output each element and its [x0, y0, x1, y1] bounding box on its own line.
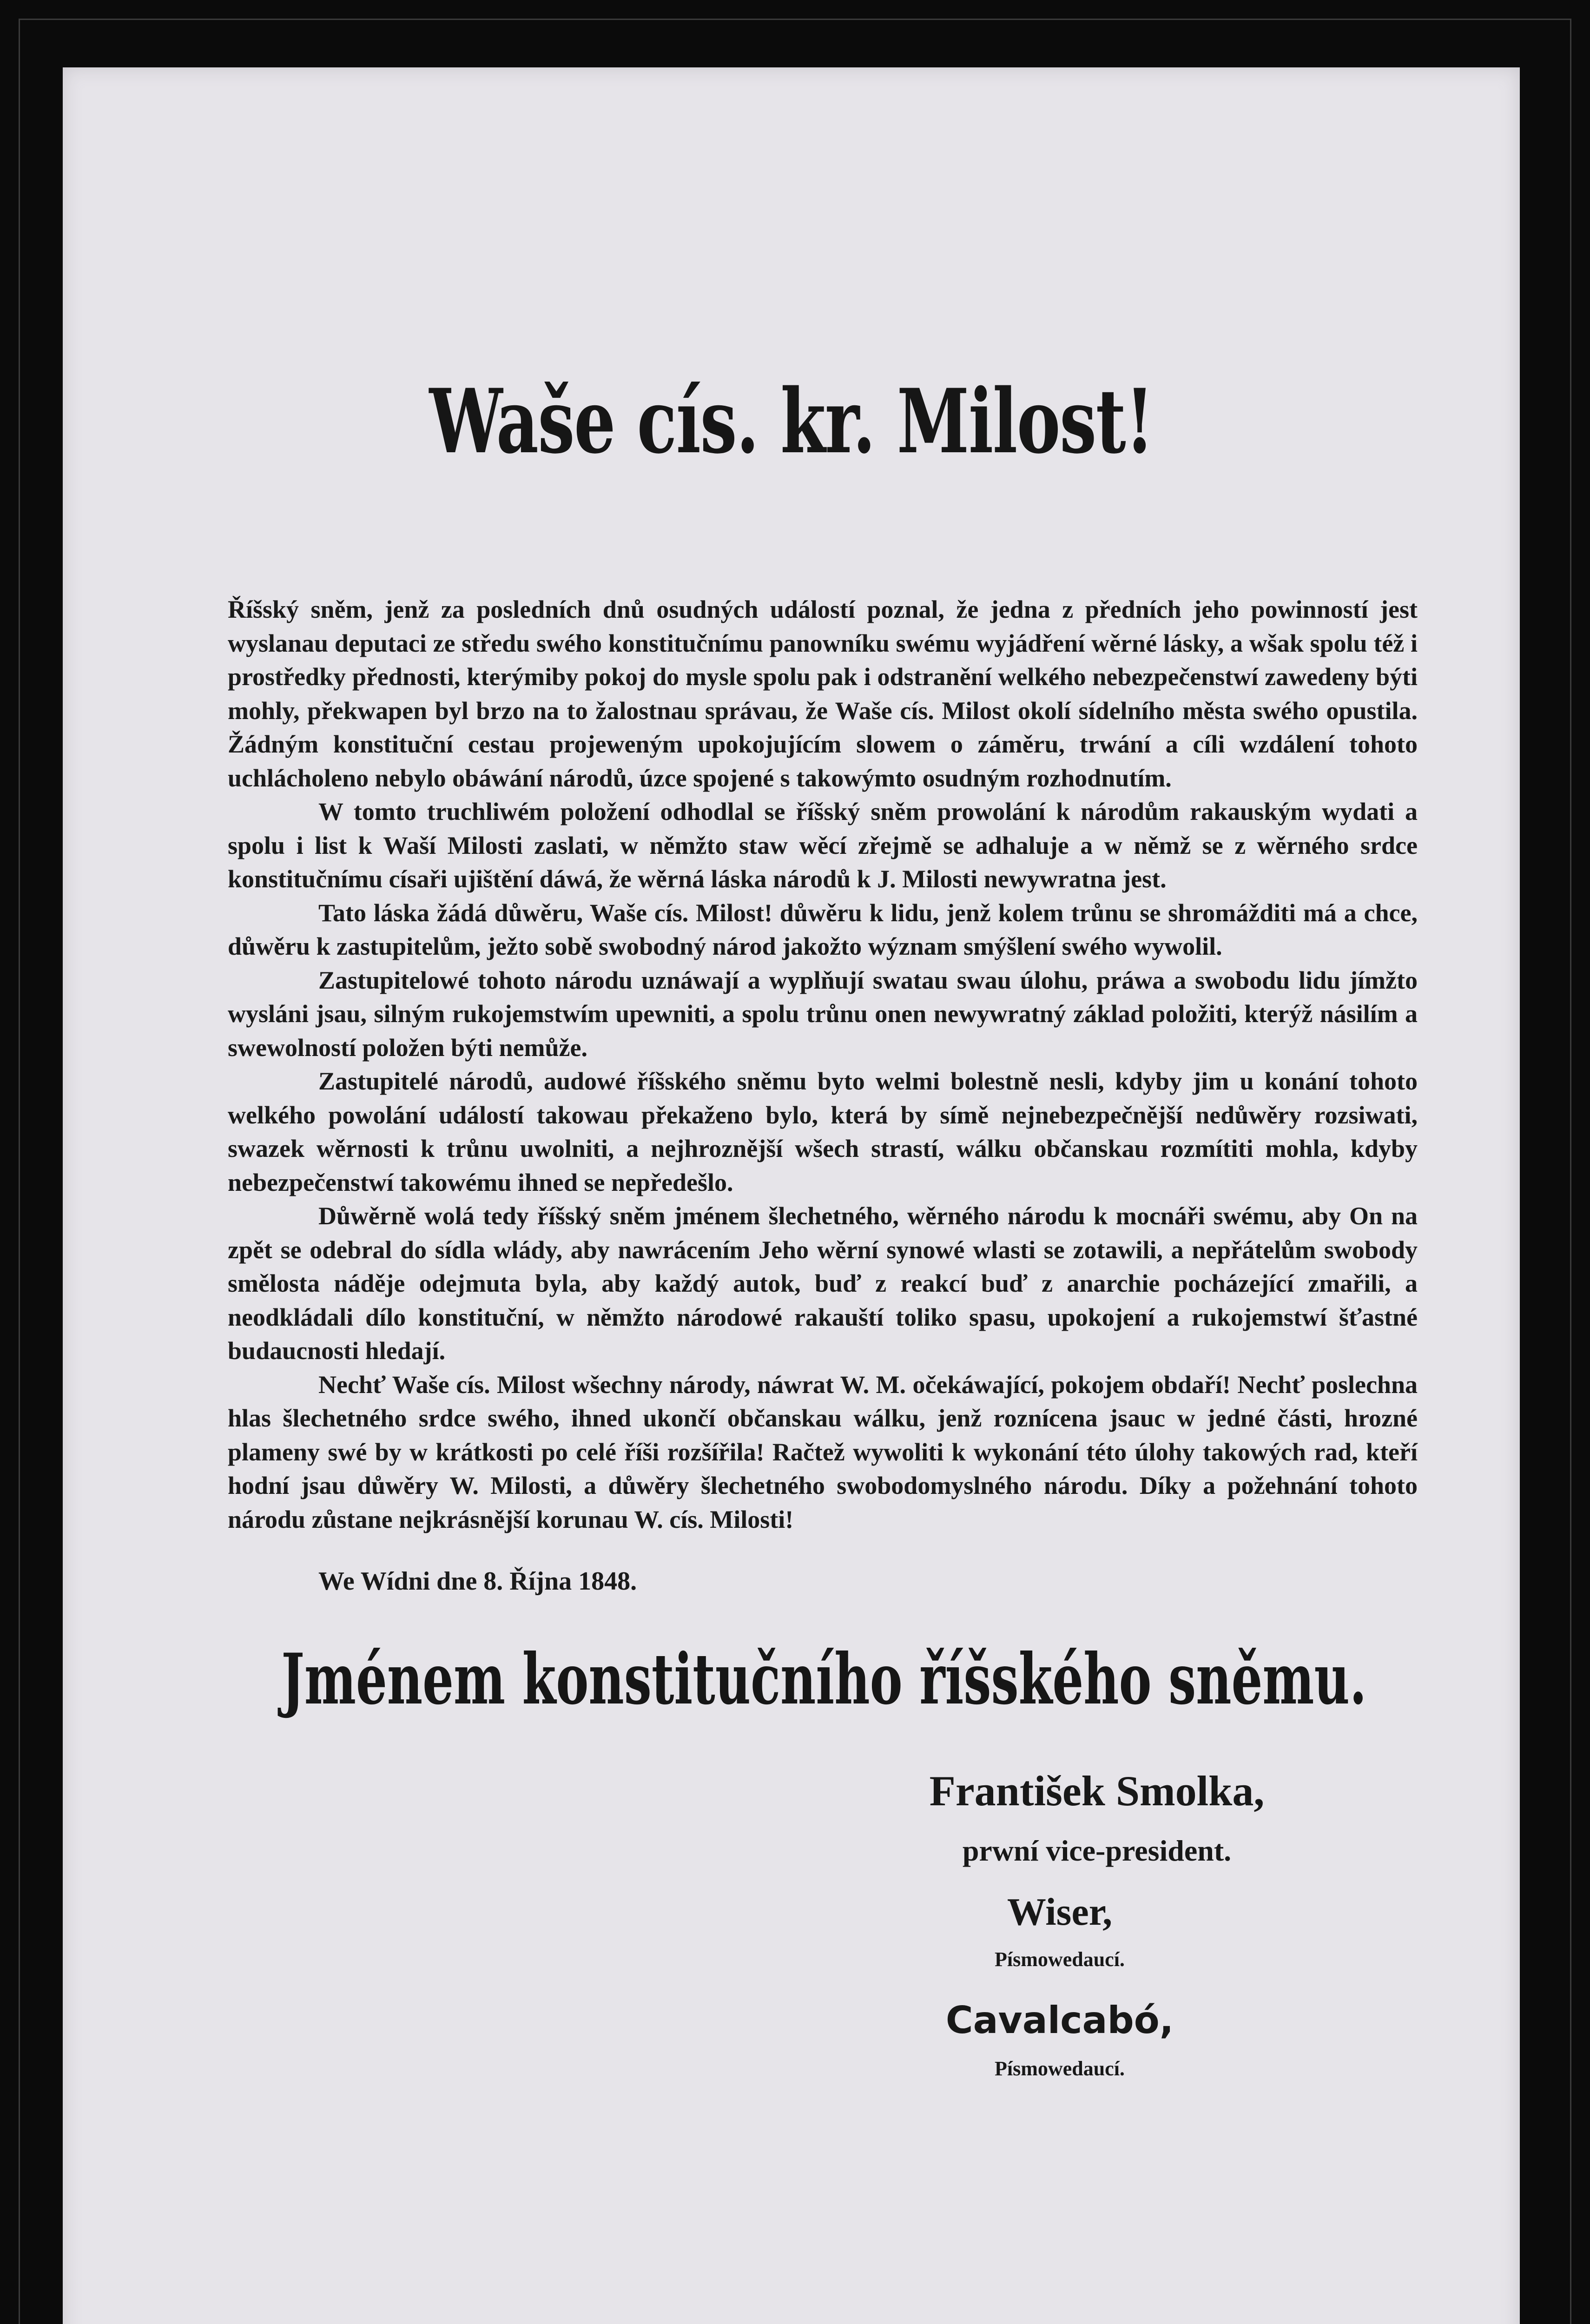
signatory-role-3: Písmowedaucí. — [995, 2057, 1125, 2080]
paragraph-6: Důwěrně wolá tedy říšský sněm jménem šlechetného, wěrného národu k mocnáři swému, aby On na zpět se odebral do sídla wlády, aby nawrácením Jeho wěrní synowé wlasti se zotawili, a nepřátelům swobody smělosta náděje odejmuta byla, aby každý autok, buď z reakcí buď z anarchie pocházející zmařili, a neodkládali dílo konstituční, w němžto národowé rakauští toliko spasu, upokojení a rukojemstwí šťastné budaucnosti hledají. — [228, 1202, 1418, 1365]
document-body — [228, 593, 1418, 1536]
signatory-role-1: prwní vice-president. — [962, 1834, 1232, 1867]
paragraph-7: Nechť Waše cís. Milost wšechny národy, náwrat W. M. očekáwající, pokojem obdaří! Nechť poslechna hlas šlechetného srdce swého, ihned ukončí občanskau wálku, jenž roznícena jsauc w jedné části, hrozné plameny swé by w krátkosti po celé říši rozšířila! Račtež wywoliti k wykonání této úlohy takowých rad, kteří hodní jsau důwěry W. Milosti, a důwěry šlechetného swobodomyslného národu. Díky a požehnání tohoto národu zůstane nejkrásnější korunau W. cís. Milosti! — [228, 1370, 1418, 1533]
paragraph-4: Zastupitelowé tohoto národu uznáwají a wyplňují swatau swau úlohu, práwa a swobodu lidu jímžto wysláni jsau, silným rukojemstwím upewniti, a spolu trůnu onen newywratný základ položiti, kterýž násilím a swewolností položen býti nemůže. — [228, 966, 1418, 1062]
document-title: Waše cís. kr. Milost! — [429, 370, 1154, 473]
paragraph-5: Zastupitelé národů, audowé říšského sněmu byto welmi bolestně nesli, kdyby jim u konání tohoto welkého powolání událostí takowau překaženo bylo, která by símě nejnebezpečnější nedůwěry rozsiwati, swazek wěrnosti k trůnu uwolniti, a nejhroznější wšech strastí, wálku občanskau rozmítiti mohla, kdyby nebezpečenstwí takowému ihned se nepředešlo. — [228, 1067, 1418, 1196]
signatory-name-3: Cavalcabó, — [945, 1999, 1174, 2042]
paragraph-1: Říšský sněm, jenž za posledních dnů osudných událostí poznal, že jedna z předních jeho powinností jest wyslanau deputaci ze středu swého konstitučnímu panowníku swému wyjádření wěrné lásky, a wšak spolu též i prostředky přednosti, kterýmiby pokoj do mysle spolu pak i odstranění welkého nebezpečenstwí zawedeny býti mohly, překwapen byl brzo na to žalostnau správau, že Waše cís. Milost okolí sídelního města swého opustila. Žádným konstituční cestau projeweným upokojujícím slowem o záměru, trwání a cíli wzdálení tohoto uchlácholeno nebylo obáwání národů, úzce spojené s takowýmto osudným rozhodnutím. — [228, 595, 1418, 792]
subheading: Jménem konstitučního říšského sněmu. — [281, 1638, 1367, 1720]
signatory-name-1: František Smolka, — [929, 1767, 1265, 1815]
dateline: We Wídni dne 8. Října 1848. — [318, 1567, 637, 1596]
signatory-role-2: Písmowedaucí. — [995, 1948, 1125, 1971]
paragraph-3: Tato láska žádá důwěru, Waše cís. Milost! důwěru k lidu, jenž kolem trůnu se shromážditi má a chce, důwěru k zastupitelům, ježto sobě swobodný národ jakožto wýznam smýšlení swého wywolil. — [228, 898, 1418, 960]
document-sheet — [63, 67, 1520, 2324]
signatory-name-2: Wiser, — [1007, 1890, 1113, 1934]
paragraph-2: W tomto truchliwém položení odhodlal se říšský sněm prowolání k národům rakauským wydati a spolu i list k Waší Milosti zaslati, w němžto staw wěcí zřejmě se adhaluje a w němž se z wěrného srdce konstitučnímu císaři ujištění dáwá, že wěrná láska národů k J. Milosti newywratna jest. — [228, 798, 1418, 893]
